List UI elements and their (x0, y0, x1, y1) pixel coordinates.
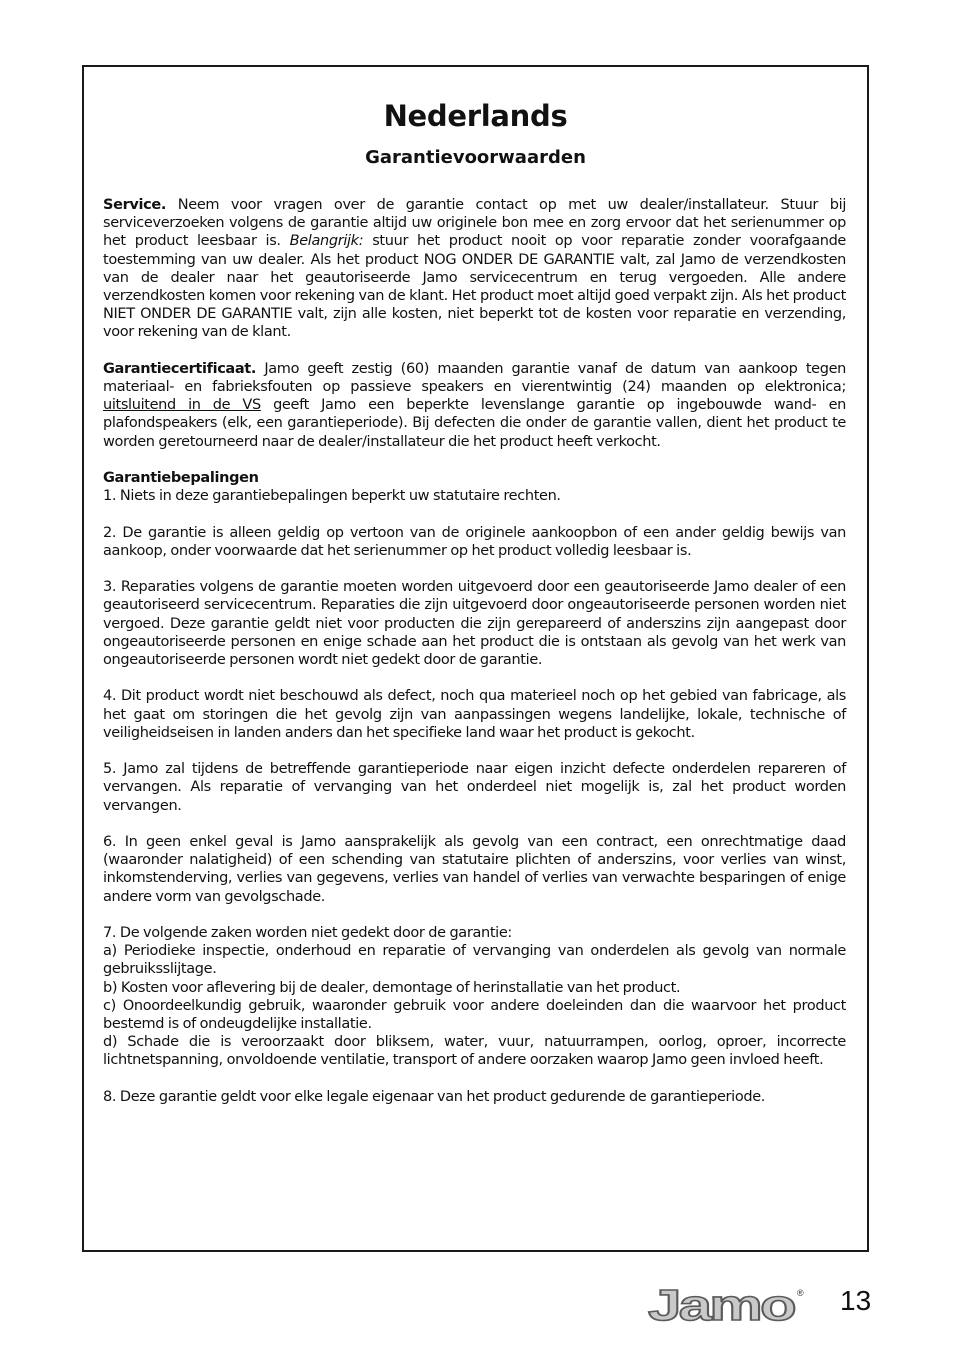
provision-item-5: 5. Jamo zal tijdens de betreffende garantieperiode naar eigen inzicht defecte onderdelen repareren of vervangen. Als reparatie of vervanging van het onderdeel niet mogelijk is, zal het product worden vervangen. (103, 761, 846, 814)
provision-item-6: 6. In geen enkel geval is Jamo aansprakelijk als gevolg van een contract, een onrechtmatige daad (waaronder nalatigheid) of een schending van statutaire plichten of anderszins, voor verlies van winst, inkomstenderving, verlies van gegevens, verlies van handel of verlies van verwachte besparingen of enige andere vorm van gevolgschade. (103, 834, 846, 905)
service-text-2: stuur het product nooit op voor reparatie zonder voorafgaande toestemming van uw dealer. Als het product NOG ONDER DE GARANTIE valt, zal Jamo de verzendkosten van de dealer naar het geautoriseerde Jamo servicecentrum en terug vergoeden. Alle andere verzendkosten komen voor rekening van de klant. Het product moet altijd goed verpakt zijn. Als het product NIET ONDER DE GARANTIE valt, zijn alle kosten, niet beperkt tot de kosten voor reparatie en verzending, voor rekening van de klant. (103, 233, 846, 341)
certificate-paragraph (103, 360, 846, 451)
service-label: Service. (103, 197, 166, 213)
provision-item-4: 4. Dit product wordt niet beschouwd als defect, noch qua materieel noch op het gebied van fabricage, als het gaat om storingen die het gevolg zijn van aanpassingen wegens landelijke, lokale, technische of veiligheidseisen in landen anders dan het specifieke land waar het product is gekocht. (103, 688, 846, 741)
warranty-content (103, 196, 846, 1124)
provision-item-7d: d) Schade die is veroorzaakt door bliksem, water, vuur, natuurrampen, oorlog, oproer, incorrecte lichtnetspanning, onvoldoende ventilatie, transport of andere oorzaken waarop Jamo geen invloed heeft. (103, 1034, 846, 1069)
certificate-text-1: Jamo geeft zestig (60) maanden garantie vanaf de datum van aankoop tegen materiaal- en fabrieksfouten op passieve speakers en vierentwintig (24) maanden op elektronica; (103, 360, 846, 396)
provision-item-7-intro: 7. De volgende zaken worden niet gedekt door de garantie: (103, 925, 512, 941)
registered-mark: ® (797, 1288, 804, 1298)
provision-item-7a: a) Periodieke inspectie, onderhoud en reparatie of vervanging van onderdelen als gevolg van normale gebruiksslijtage. (103, 943, 846, 978)
provision-item-8: 8. Deze garantie geldt voor elke legale eigenaar van het product gedurende de garantieperiode. (103, 1088, 766, 1105)
provision-item-1: 1. Niets in deze garantiebepalingen beperkt uw statutaire rechten. (103, 488, 561, 505)
provision-item-3: 3. Reparaties volgens de garantie moeten worden uitgevoerd door een geautoriseerde Jamo dealer of een geautoriseerd servicecentrum. Reparaties die zijn uitgevoerd door ongeautoriseerde personen worden niet vergoed. Deze garantie geldt niet voor producten die zijn gerepareerd of anderszins zijn aangepast door ongeautoriseerde personen en enige schade aan het product die is ontstaan als gevolg van het werk van ongeautoriseerde personen wordt niet gedekt door de garantie. (103, 579, 846, 669)
page-number: 13 (840, 1285, 872, 1316)
warranty-frame (82, 65, 869, 1252)
provision-item-2: 2. De garantie is alleen geldig op vertoon van de originele aankoopbon of een ander geldig bewijs van aankoop, onder voorwaarde dat het serienummer op het product volledig leesbaar is. (103, 524, 846, 559)
provisions-heading: Garantiebepalingen (103, 470, 259, 487)
jamo-logo (646, 1284, 808, 1328)
provision-item-7c: c) Onoordeelkundig gebruik, waaronder gebruik voor andere doeleinden dan die waarvoor het product bestemd is of ondeugdelijke installatie. (103, 997, 846, 1033)
service-important: Belangrijk: (289, 233, 364, 250)
service-text-1: Neem voor vragen over de garantie contact op met uw dealer/installateur. Stuur bij serviceverzoeken volgens de garantie altijd uw originele bon mee en zorg ervoor dat het serienummer op het product leesbaar is. (103, 197, 846, 250)
certificate-text-2: geeft Jamo een beperkte levenslange garantie op ingebouwde wand- en plafondspeakers (elk, een garantieperiode). Bij defecten die onder de garantie vallen, dient het product te worden geretourneerd naar de dealer/installateur die het product heeft verkocht. (103, 397, 846, 450)
provision-item-7b: b) Kosten voor aflevering bij de dealer, demontage of herinstallatie van het product. (103, 979, 681, 996)
certificate-underlined: uitsluitend in de VS (103, 397, 261, 414)
page-subtitle: Garantievoorwaarden (365, 147, 586, 168)
page-title: Nederlands (383, 99, 568, 133)
certificate-label: Garantiecertificaat. (103, 360, 257, 377)
service-paragraph (103, 196, 846, 342)
logo-text: Jamo (648, 1284, 796, 1328)
